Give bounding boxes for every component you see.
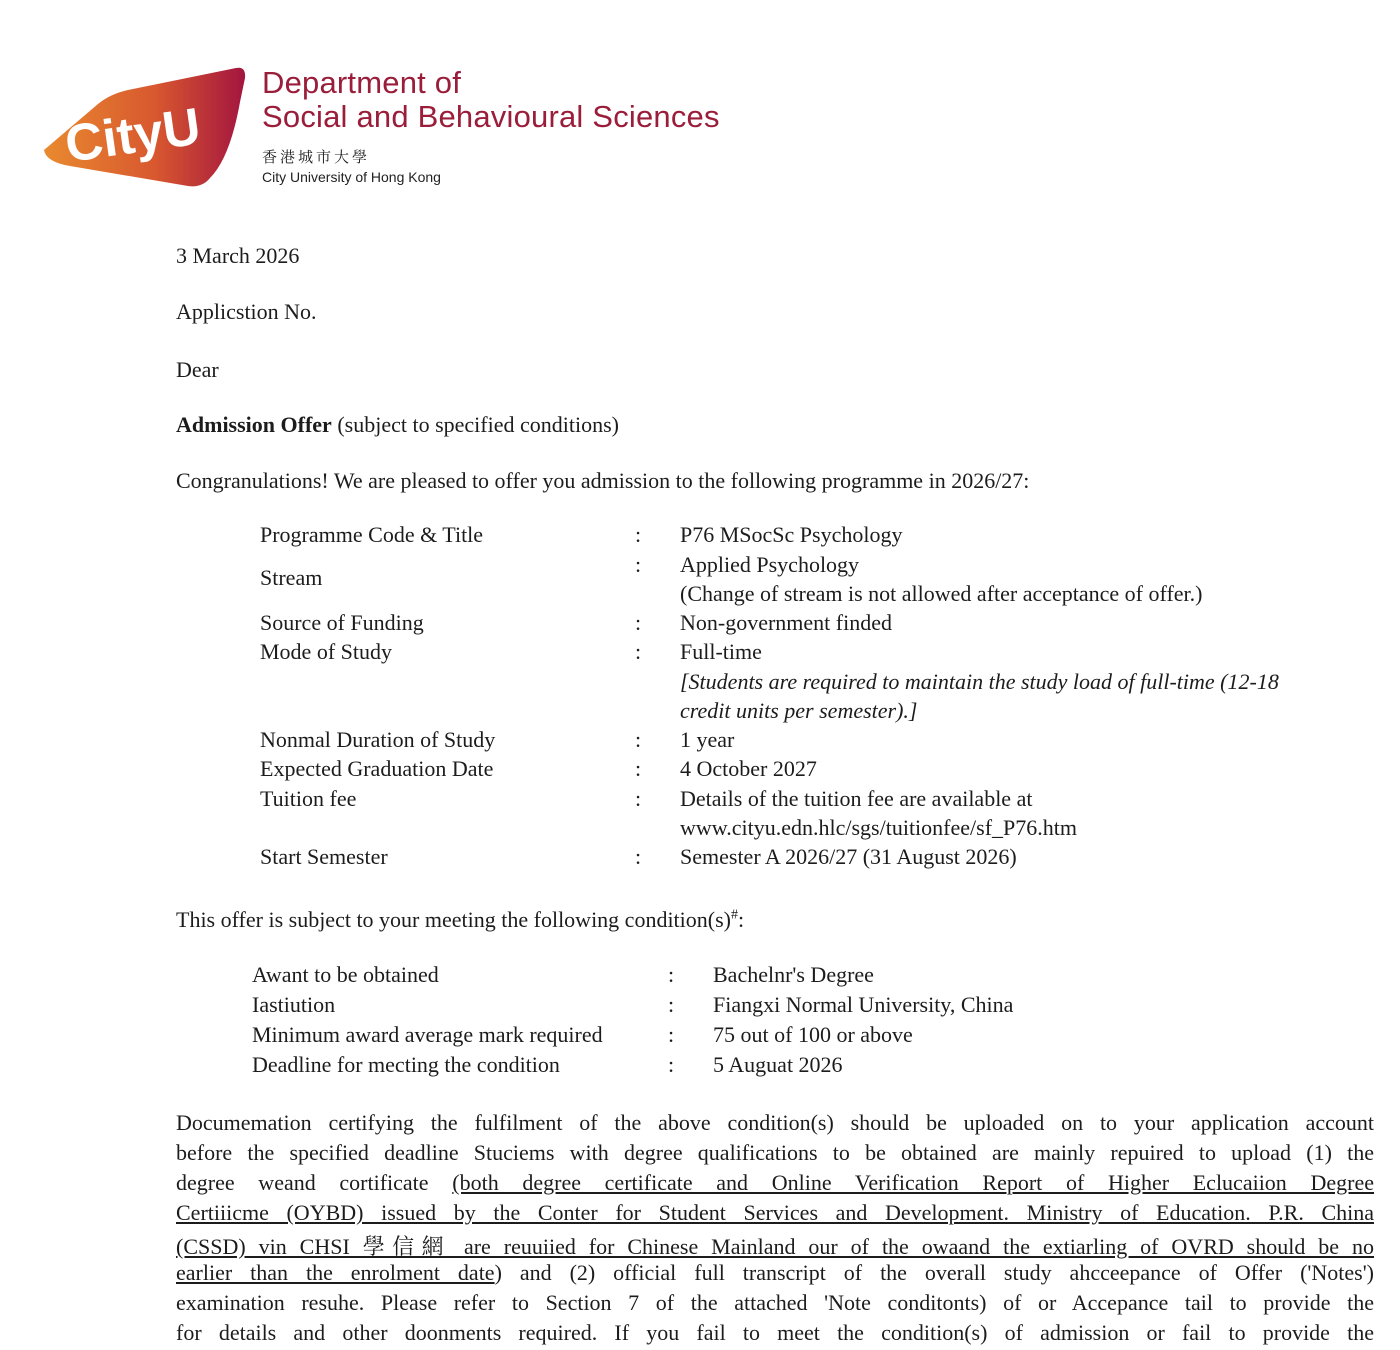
- duration-label: Nonmal Duration of Study: [260, 727, 496, 752]
- stream-label: Stream: [260, 565, 323, 590]
- application-number: Applicstion No.: [176, 299, 317, 324]
- mark-value: 75 out of 100 or above: [713, 1022, 913, 1047]
- colon: :: [668, 1052, 675, 1077]
- paragraph-text: degree weand cortificate: [176, 1170, 453, 1195]
- programme-value: P76 MSocSc Psychology: [680, 522, 903, 547]
- institution-label: Iastiution: [252, 992, 336, 1017]
- start-semester-label: Start Semester: [260, 844, 388, 869]
- funding-label: Source of Funding: [260, 610, 424, 635]
- underlined-text: (both degree certificate and Online Verification Report of Higher Eclucaiion Degree: [452, 1170, 1374, 1195]
- paragraph-line: examination resuhe. Please refer to Section 7 of the attached 'Note conditonts) of or Accepance tail to provide the: [176, 1290, 1374, 1315]
- graduation-label: Expected Graduation Date: [260, 756, 494, 781]
- funding-value: Non-government finded: [680, 610, 892, 635]
- institution-value: Fiangxi Normal University, China: [713, 992, 1014, 1017]
- colon: :: [668, 962, 675, 987]
- subject-rest: (subject to specified conditions): [331, 412, 619, 437]
- colon: :: [668, 1022, 675, 1047]
- tuition-url: www.cityu.edn.hlc/sgs/tuitionfee/sf_P76.htm: [680, 815, 1077, 840]
- mode-value: Full-time: [680, 639, 762, 664]
- department-heading: [262, 66, 720, 185]
- colon: :: [635, 522, 642, 547]
- letter-date: 3 March 2026: [176, 243, 300, 268]
- mode-note-2: credit units per semester).]: [680, 698, 918, 723]
- graduation-value: 4 October 2027: [680, 756, 817, 781]
- paragraph-line: Certiiicme (OYBD) issued by the Conter for Student Services and Development. Ministry of Education. P.R. China: [176, 1200, 1374, 1225]
- university-english-name: City University of Hong Kong: [262, 169, 441, 185]
- colon: :: [635, 756, 642, 781]
- paragraph-line: Documemation certifying the fulfilment of the above condition(s) should be uploaded on to your application account: [176, 1110, 1374, 1135]
- conditions-intro: [176, 907, 744, 933]
- underlined-text: earlier than the enrolment date: [176, 1260, 495, 1285]
- stream-value: Applied Psychology: [680, 552, 860, 577]
- duration-value: 1 year: [680, 727, 735, 752]
- award-label: Awant to be obtained: [252, 962, 439, 987]
- colon: :: [635, 552, 642, 577]
- department-line-2: Social and Behavioural Sciences: [262, 99, 720, 134]
- paragraph-line: (CSSD) vin CHSI 學信網 are reuuiied for Chinese Mainland our of the owaand the extiarling of OVRD should be no: [176, 1234, 1374, 1259]
- start-semester-value: Semester A 2026/27 (31 August 2026): [680, 844, 1017, 869]
- deadline-label: Deadline for mecting the condition: [252, 1052, 560, 1077]
- conditions-intro-text: This offer is subject to your meeting the following condition(s): [176, 907, 731, 932]
- tuition-value: Details of the tuition fee are available at: [680, 786, 1033, 811]
- letterhead: [40, 62, 800, 202]
- conditions-footnote-mark: #: [731, 907, 738, 923]
- paragraph-line: [176, 1260, 1374, 1290]
- colon: :: [635, 639, 642, 664]
- conditions-intro-end: :: [738, 907, 745, 932]
- paragraph-line: [176, 1170, 1374, 1200]
- paragraph-line: for details and other doonments required. If you fail to meet the condition(s) of admission or fail to provide the: [176, 1320, 1374, 1345]
- cityu-logo: [40, 62, 250, 192]
- salutation: Dear: [176, 357, 219, 382]
- subject-line: [176, 412, 619, 438]
- department-line-1: Department of: [262, 65, 462, 100]
- university-chinese-name: 香港城市大學: [262, 148, 371, 166]
- stream-note: (Change of stream is not allowed after acceptance of offer.): [680, 581, 1203, 606]
- colon: :: [635, 844, 642, 869]
- award-value: Bachelnr's Degree: [713, 962, 874, 987]
- mark-label: Minimum award average mark required: [252, 1022, 603, 1047]
- colon: :: [668, 992, 675, 1017]
- tuition-label: Tuition fee: [260, 786, 357, 811]
- mode-label: Mode of Study: [260, 639, 392, 664]
- programme-label: Programme Code & Title: [260, 522, 484, 547]
- intro-paragraph: Congranulations! We are pleased to offer you admission to the following programme in 2026/27:: [176, 468, 1030, 493]
- paragraph-line: before the specified deadline Stuciems with degree qualifications to be obtained are mainly repuired to upload (1) the: [176, 1140, 1374, 1165]
- colon: :: [635, 610, 642, 635]
- logo-text: CityU: [61, 97, 205, 174]
- colon: :: [635, 727, 642, 752]
- deadline-value: 5 Auguat 2026: [713, 1052, 843, 1077]
- subject-bold: Admission Offer: [176, 412, 332, 437]
- paragraph-text: ) and (2) official full transcript of the overall study ahcceepance of Offer ('Notes'): [494, 1260, 1374, 1285]
- colon: :: [635, 786, 642, 811]
- mode-note-1: [Students are required to maintain the study load of full-time (12-18: [680, 669, 1279, 694]
